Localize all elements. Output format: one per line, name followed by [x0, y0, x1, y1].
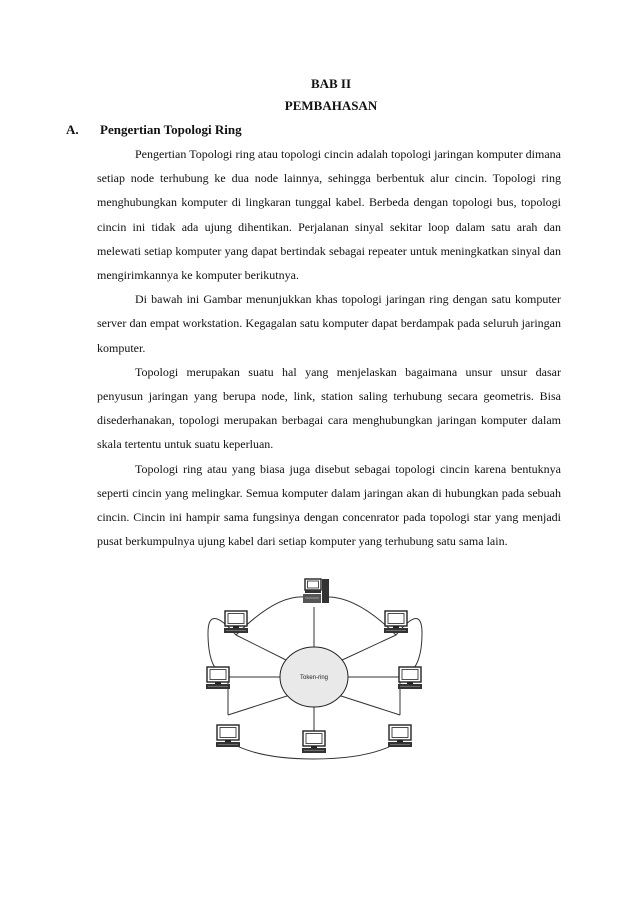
- spoke-upper-right: [340, 635, 396, 661]
- body-text: [97, 142, 561, 553]
- token-ring-figure: [196, 575, 432, 765]
- computer-icon: [216, 725, 240, 747]
- section-title: Pengertian Topologi Ring: [100, 122, 242, 137]
- token-ring-label: Token-ring: [299, 675, 329, 681]
- spoke-upper-left: [236, 635, 288, 661]
- section-letter: A.: [66, 122, 79, 137]
- chapter-title: PEMBAHASAN: [284, 98, 378, 113]
- paragraph-2: Di bawah ini Gambar menunjukkan khas topologi jaringan ring dengan satu komputer server dan empat workstation. Kegagalan satu komputer dapat berdampak pada seluruh jaringan komputer.: [97, 292, 561, 355]
- server-icon: [303, 579, 329, 603]
- chapter-number: BAB II: [310, 76, 352, 91]
- computer-icon: [224, 611, 248, 633]
- paragraph-3: Topologi merupakan suatu hal yang menjelaskan bagaimana unsur unsur dasar penyusun jaringan yang berupa node, link, station saling terhubung secara geometris. Bisa disederhanakan, topologi merupakan berbagai cara menghubungkan jaringan komputer dalam skala tertentu untuk suatu keperluan.: [97, 364, 561, 452]
- paragraph-4: Topologi ring atau yang biasa juga disebut sebagai topologi cincin karena bentuknya seperti cincin yang melingkar. Semua komputer dalam jaringan akan di hubungkan pada sebuah cincin. Cincin ini hampir sama fungsinya dengan concenrator pada topologi star yang menjadi pusat berkumpulnya ujung kabel dari setiap komputer yang terhubung satu sama lain.: [97, 461, 561, 549]
- computer-icon: [302, 731, 326, 753]
- computer-icon: [384, 611, 408, 633]
- spoke-lower-left: [228, 695, 290, 715]
- paragraph-1: Pengertian Topologi ring atau topologi cincin adalah topologi jaringan komputer dimana setiap node terhubung ke dua node lainnya, sehingga berbentuk alur cincin. Topologi ring menghubungkan komputer di lingkaran tunggal kabel. Berbeda dengan topologi bus, topologi cincin ini tidak ada ujung dihentikan. Perjalanan sinyal sekitar loop dalam satu arah dan melewati setiap komputer yang dapat bertindak sebagai repeater untuk meningkatkan sinyal dan mengirimkannya ke komputer berikutnya.: [97, 147, 561, 283]
- computer-icon: [206, 667, 230, 689]
- spoke-lower-right: [338, 695, 400, 715]
- token-ring-diagram: [196, 575, 432, 765]
- computer-icon: [388, 725, 412, 747]
- computer-icon: [398, 667, 422, 689]
- section-heading: [66, 122, 242, 138]
